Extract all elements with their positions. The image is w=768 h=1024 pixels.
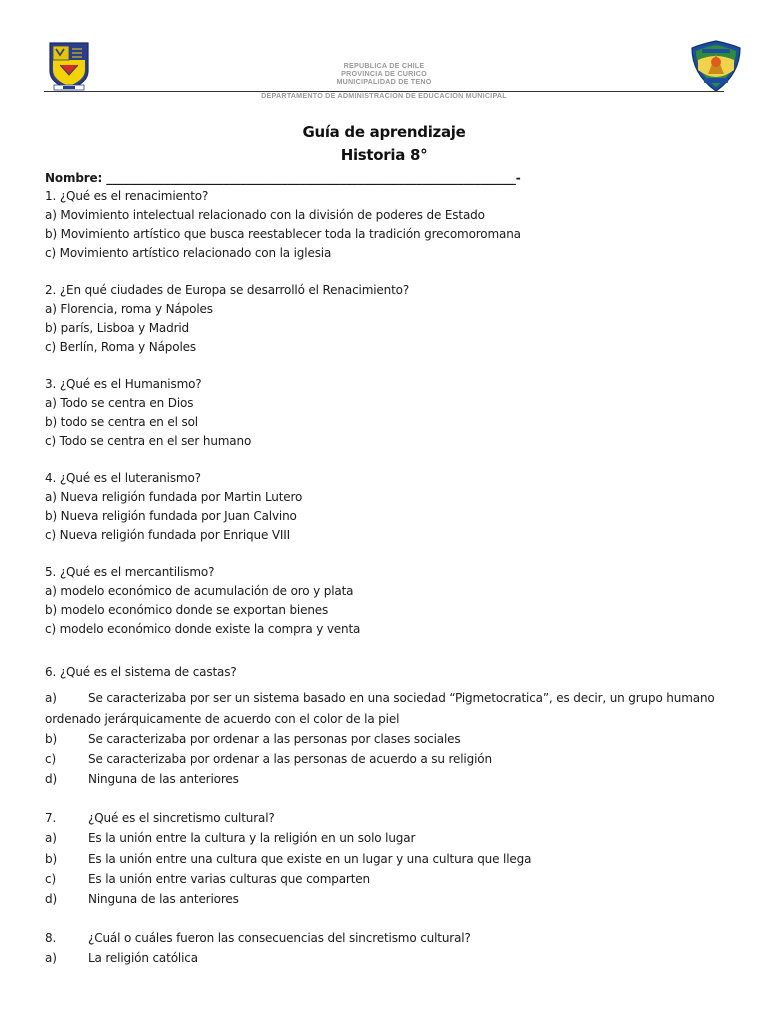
question-6-option-a-letter: a) xyxy=(45,691,57,705)
question-6-option-d-letter: d) xyxy=(45,772,57,786)
question-3-option-c: c) Todo se centra en el ser humano xyxy=(45,434,252,448)
question-7-option-a-letter: a) xyxy=(45,831,57,845)
question-4-option-c: c) Nueva religión fundada por Enrique VIII xyxy=(45,528,291,542)
page-title: Guía de aprendizaje xyxy=(302,123,466,141)
question-8-option-a: La religión católica xyxy=(88,951,198,965)
question-6-option-b-letter: b) xyxy=(45,732,57,746)
question-7: ¿Qué es el sincretismo cultural? xyxy=(88,811,275,825)
school-crest-icon xyxy=(46,41,92,91)
question-3-option-b: b) todo se centra en el sol xyxy=(45,415,198,429)
question-7-option-d: Ninguna de las anteriores xyxy=(88,892,239,906)
province-line: PROVINCIA DE CURICO xyxy=(341,69,427,78)
question-1-option-a: a) Movimiento intelectual relacionado con la división de poderes de Estado xyxy=(45,208,485,222)
name-field[interactable] xyxy=(45,170,521,186)
question-7-option-c-letter: c) xyxy=(45,872,56,886)
question-3: 3. ¿Qué es el Humanismo? xyxy=(45,377,202,391)
question-1: 1. ¿Qué es el renacimiento? xyxy=(45,189,209,203)
country-line: REPUBLICA DE CHILE xyxy=(343,61,425,70)
question-7-option-c: Es la unión entre varias culturas que comparten xyxy=(88,872,370,886)
page-subtitle: Historia 8° xyxy=(340,146,428,164)
question-6-option-a: Se caracterizaba por ser un sistema basado en una sociedad “Pigmetocratica”, es decir, un grupo humano xyxy=(88,691,715,705)
question-3-option-a: a) Todo se centra en Dios xyxy=(45,396,194,410)
question-6: 6. ¿Qué es el sistema de castas? xyxy=(45,665,237,679)
question-8-option-a-letter: a) xyxy=(45,951,57,965)
question-2: 2. ¿En qué ciudades de Europa se desarrolló el Renacimiento? xyxy=(45,283,410,297)
question-8-number: 8. xyxy=(45,931,57,945)
question-4-option-a: a) Nueva religión fundada por Martin Lutero xyxy=(45,490,303,504)
question-2-option-b: b) parís, Lisboa y Madrid xyxy=(45,321,190,335)
letterhead xyxy=(0,0,768,104)
question-6-option-d: Ninguna de las anteriores xyxy=(88,772,239,786)
question-2-option-a: a) Florencia, roma y Nápoles xyxy=(45,302,213,316)
municipal-shield-icon xyxy=(690,40,742,92)
question-7-number: 7. xyxy=(45,811,57,825)
question-7-option-b: Es la unión entre una cultura que existe en un lugar y una cultura que llega xyxy=(88,852,532,866)
question-5-option-c: c) modelo económico donde existe la compra y venta xyxy=(45,622,361,636)
name-label: Nombre: xyxy=(45,171,103,185)
header-rule xyxy=(44,91,724,92)
municipality-line: MUNICIPALIDAD DE TENO xyxy=(336,77,432,86)
question-6-option-b: Se caracterizaba por ordenar a las personas por clases sociales xyxy=(88,732,461,746)
question-6-option-a-continued: ordenado jerárquicamente de acuerdo con el color de la piel xyxy=(45,712,400,726)
question-8: ¿Cuál o cuáles fueron las consecuencias del sincretismo cultural? xyxy=(88,931,471,945)
question-4-option-b: b) Nueva religión fundada por Juan Calvino xyxy=(45,509,297,523)
question-5: 5. ¿Qué es el mercantilismo? xyxy=(45,565,215,579)
question-6-option-c: Se caracterizaba por ordenar a las personas de acuerdo a su religión xyxy=(88,752,492,766)
question-1-option-c: c) Movimiento artístico relacionado con la iglesia xyxy=(45,246,332,260)
question-7-option-d-letter: d) xyxy=(45,892,57,906)
department-line: DEPARTAMENTO DE ADMINISTRACION DE EDUCACION MUNICIPAL xyxy=(261,91,507,100)
question-7-option-a: Es la unión entre la cultura y la religión en un solo lugar xyxy=(88,831,416,845)
question-5-option-b: b) modelo económico donde se exportan bienes xyxy=(45,603,329,617)
question-5-option-a: a) modelo económico de acumulación de oro y plata xyxy=(45,584,354,598)
question-2-option-c: c) Berlín, Roma y Nápoles xyxy=(45,340,196,354)
letterhead-text xyxy=(200,61,568,100)
question-4: 4. ¿Qué es el luteranismo? xyxy=(45,471,201,485)
question-7-option-b-letter: b) xyxy=(45,852,57,866)
question-1-option-b: b) Movimiento artístico que busca reestablecer toda la tradición grecomoromana xyxy=(45,227,521,241)
question-6-option-c-letter: c) xyxy=(45,752,56,766)
name-blank: ______________________________________________________________________- xyxy=(106,171,521,185)
